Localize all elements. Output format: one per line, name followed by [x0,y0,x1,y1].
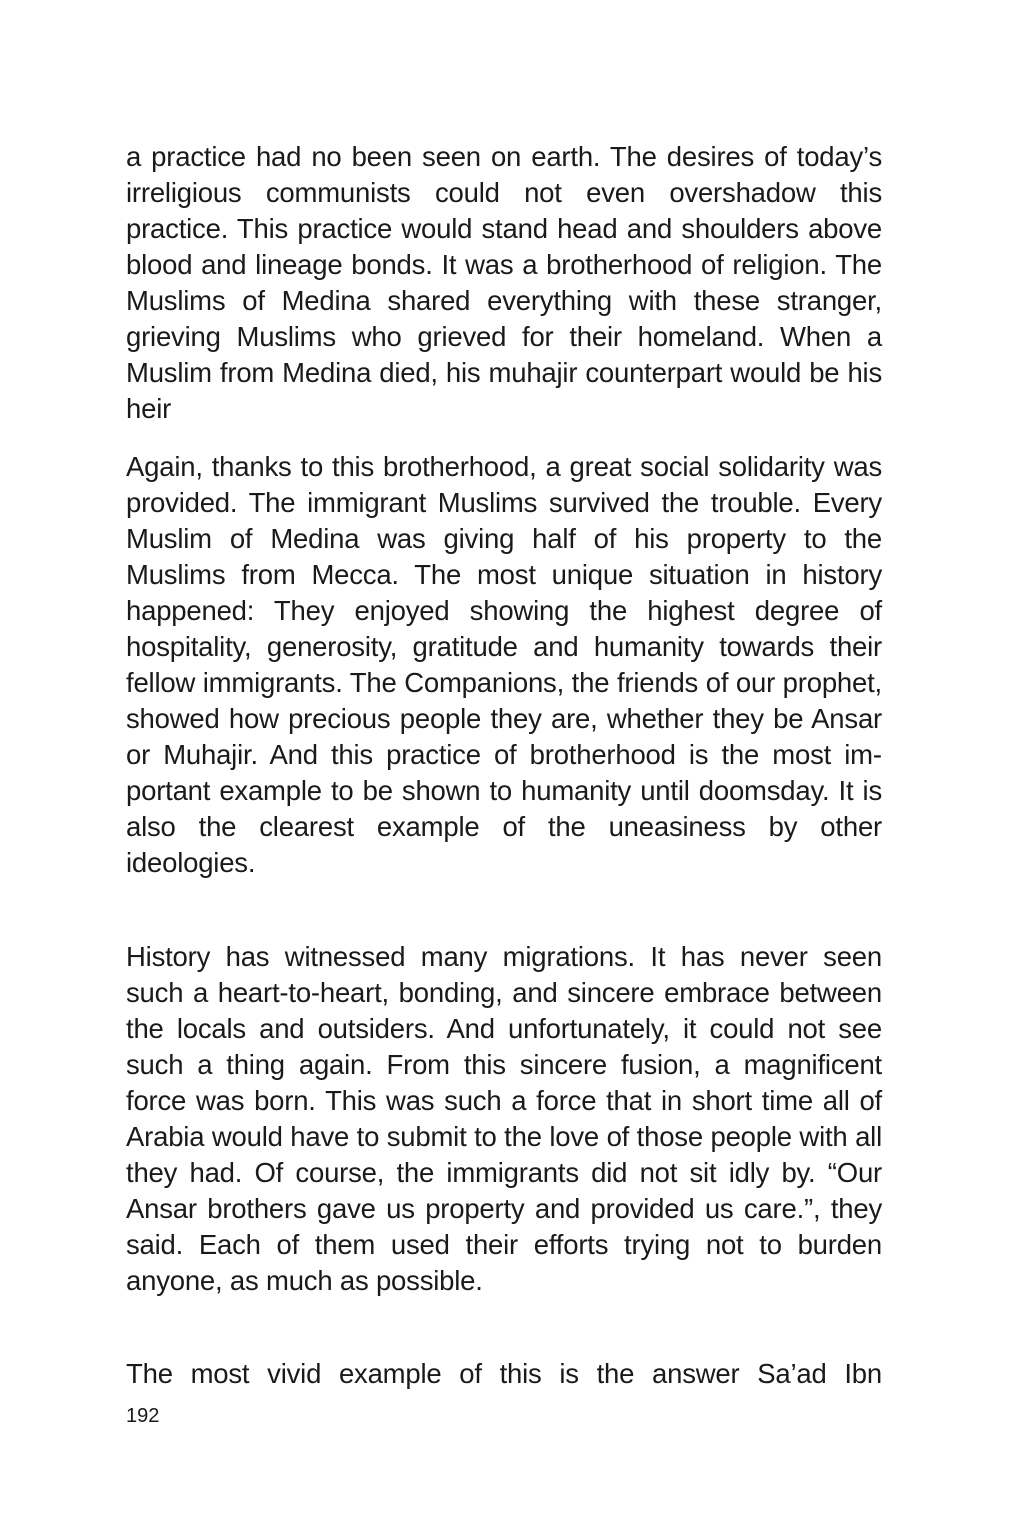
body-paragraph: History has witnessed many migrations. It has never seen such a heart-to-heart, bonding, and sincere embrace between the locals and outsiders. And unfortunately, it could not see such a thing again. From this sincere fusion, a magnificent force was born. This was such a force that in short time all of Arabia would have to submit to the love of those people with all they had. Of course, the immigrants did not sit idly by. “Our Ansar brothers gave us property and provided us care.”, they said. Each of them used their efforts trying not to burden anyone, as much as possible. [126,941,882,1296]
body-paragraph: a practice had no been seen on earth. The desires of today’s irreligious communists could not even overshadow this practice. This practice would stand head and shoulders above blood and lineage bonds. It was a brotherhood of religion. The Muslims of Medina shared everything with these stranger, grieving Muslims who grieved for their homeland. When a Muslim from Medina died, his muhajir counterpart would be his heir [126,141,882,424]
body-paragraph: The most vivid example of this is the answer Sa’ad Ibn [126,1358,882,1389]
page-number: 192 [126,1405,160,1427]
body-paragraph: Again, thanks to this brotherhood, a great social solidarity was provided. The immigrant Muslims survived the trouble. Every Muslim of Medina was giving half of his property to the Muslims from Mecca. The most unique situation in history happened: They enjoyed showing the highest degree of hospitality, generosity, gratitude and humanity towards their fellow immigrants. The Companions, the friends of our prophet, showed how precious people they are, whether they be Ansar or Muhajir. And this practice of brotherhood is the most important example to be shown to humanity until doomsday. It is also the clearest example of the uneasiness by other ideologies. [126,451,882,878]
